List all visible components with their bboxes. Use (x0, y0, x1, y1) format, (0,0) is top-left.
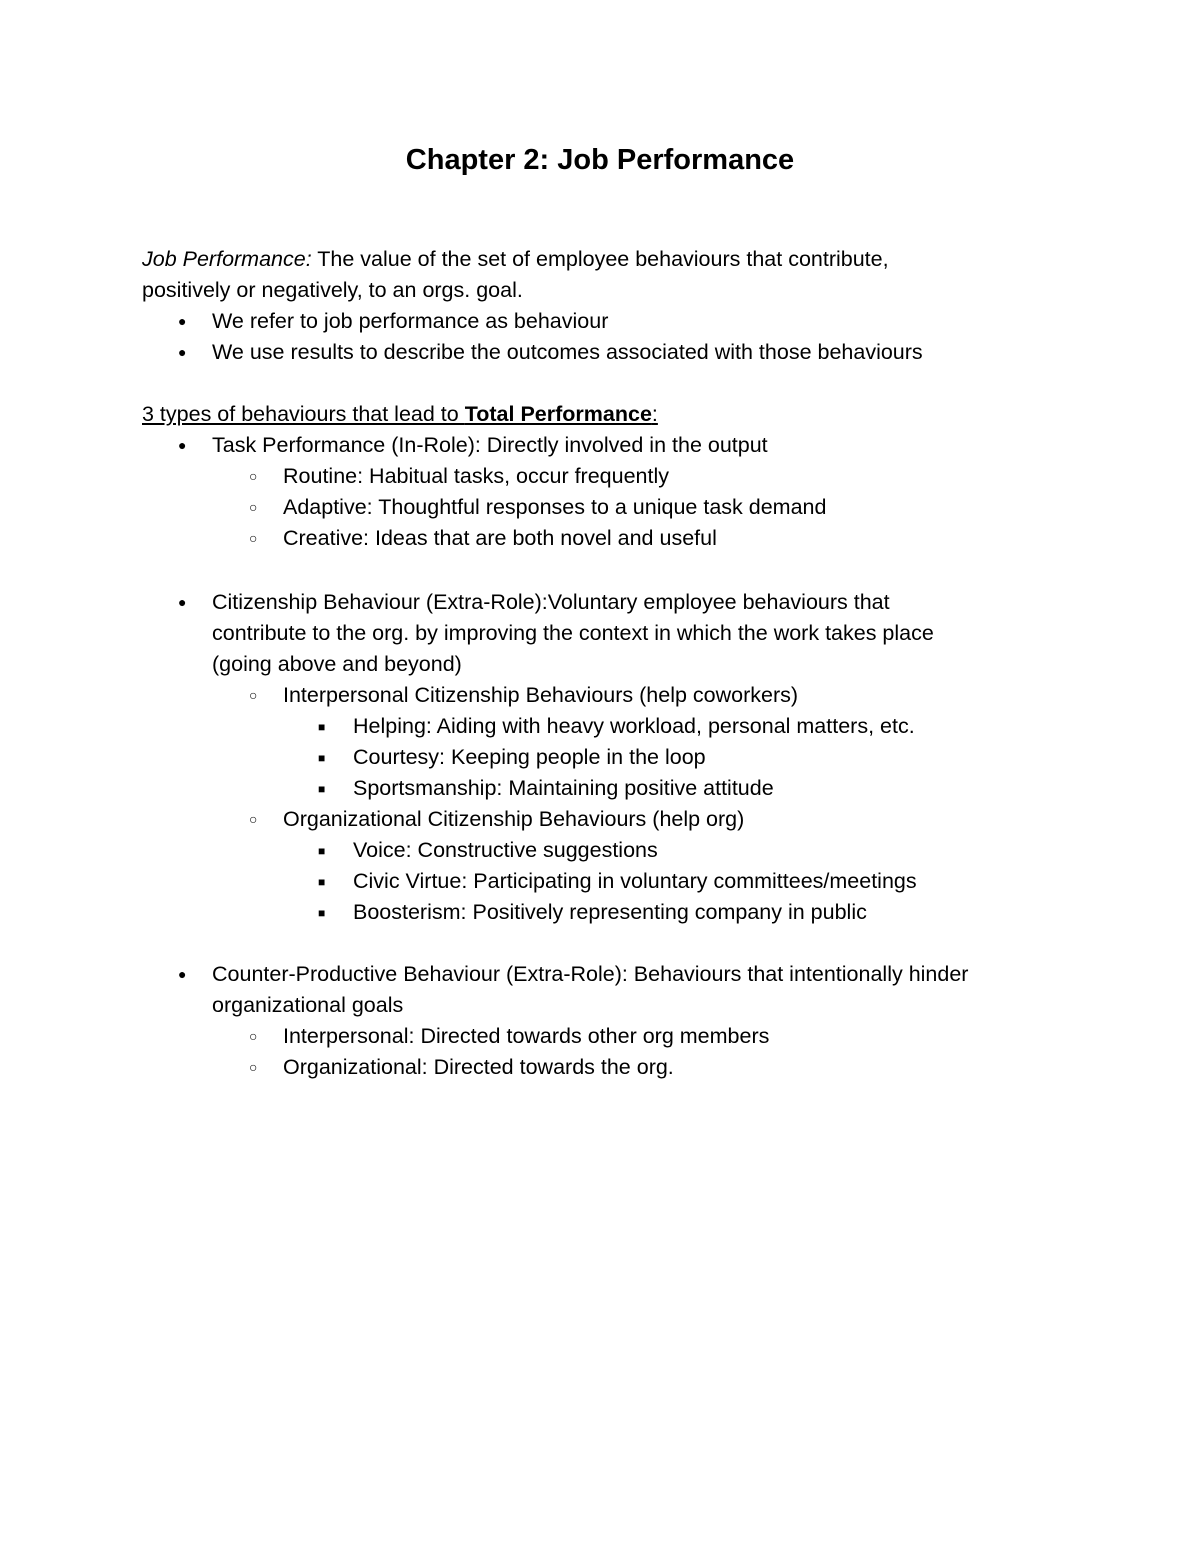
bullet-disc-icon (178, 337, 186, 368)
page-title: Chapter 2: Job Performance (405, 144, 795, 176)
section-heading-bold: Total Performance (464, 402, 652, 426)
list-item: Boosterism: Positively representing company in public (353, 900, 867, 924)
bullet-disc-icon (178, 430, 186, 461)
interpersonal-citizenship-item: Interpersonal Citizenship Behaviours (help coworkers) (283, 683, 799, 707)
bullet-square-icon (318, 711, 325, 743)
list-item: Routine: Habitual tasks, occur frequently (283, 464, 670, 488)
bullet-disc-icon (178, 587, 186, 618)
bullet-square-icon (318, 835, 325, 867)
definition-line-1 (142, 244, 889, 275)
list-item: Civic Virtue: Participating in voluntary committees/meetings (353, 869, 917, 893)
section-heading-suffix: : (651, 402, 658, 426)
bullet-disc-icon (178, 306, 186, 337)
bullet-circle-icon (249, 1052, 257, 1083)
bullet-square-icon (318, 742, 325, 774)
citizenship-item-line-3: (going above and beyond) (212, 652, 462, 676)
bullet-circle-icon (249, 523, 257, 554)
task-performance-item: Task Performance (In-Role): Directly involved in the output (212, 433, 768, 457)
bullet-circle-icon (249, 492, 257, 523)
bullet-square-icon (318, 897, 325, 929)
list-item: Adaptive: Thoughtful responses to a unique task demand (283, 495, 827, 519)
counter-productive-item-line-1: Counter-Productive Behaviour (Extra-Role): Behaviours that intentionally hinder (212, 962, 969, 986)
bullet-square-icon (318, 866, 325, 898)
list-item: Interpersonal: Directed towards other org members (283, 1024, 770, 1048)
bullet-circle-icon (249, 461, 257, 492)
bullet-circle-icon (249, 680, 257, 711)
list-item: Courtesy: Keeping people in the loop (353, 745, 706, 769)
list-item: We use results to describe the outcomes associated with those behaviours (212, 340, 923, 364)
list-item: Creative: Ideas that are both novel and useful (283, 526, 717, 550)
list-item: Sportsmanship: Maintaining positive attitude (353, 776, 774, 800)
organizational-citizenship-item: Organizational Citizenship Behaviours (help org) (283, 807, 745, 831)
citizenship-item-line-2: contribute to the org. by improving the context in which the work takes place (212, 621, 934, 645)
section-heading-prefix: 3 types of behaviours that lead to (142, 402, 465, 426)
definition-line-2: positively or negatively, to an orgs. goal. (142, 278, 523, 302)
definition-text-1: The value of the set of employee behaviours that contribute, (311, 247, 889, 271)
bullet-disc-icon (178, 959, 186, 990)
list-item: We refer to job performance as behaviour (212, 309, 609, 333)
counter-productive-item-line-2: organizational goals (212, 993, 404, 1017)
list-item: Voice: Constructive suggestions (353, 838, 658, 862)
list-item: Organizational: Directed towards the org. (283, 1055, 674, 1079)
bullet-circle-icon (249, 1021, 257, 1052)
bullet-square-icon (318, 773, 325, 805)
list-item: Helping: Aiding with heavy workload, personal matters, etc. (353, 714, 915, 738)
section-heading (142, 399, 658, 430)
definition-term: Job Performance: (142, 247, 312, 271)
bullet-circle-icon (249, 804, 257, 835)
citizenship-item-line-1: Citizenship Behaviour (Extra-Role):Voluntary employee behaviours that (212, 590, 890, 614)
